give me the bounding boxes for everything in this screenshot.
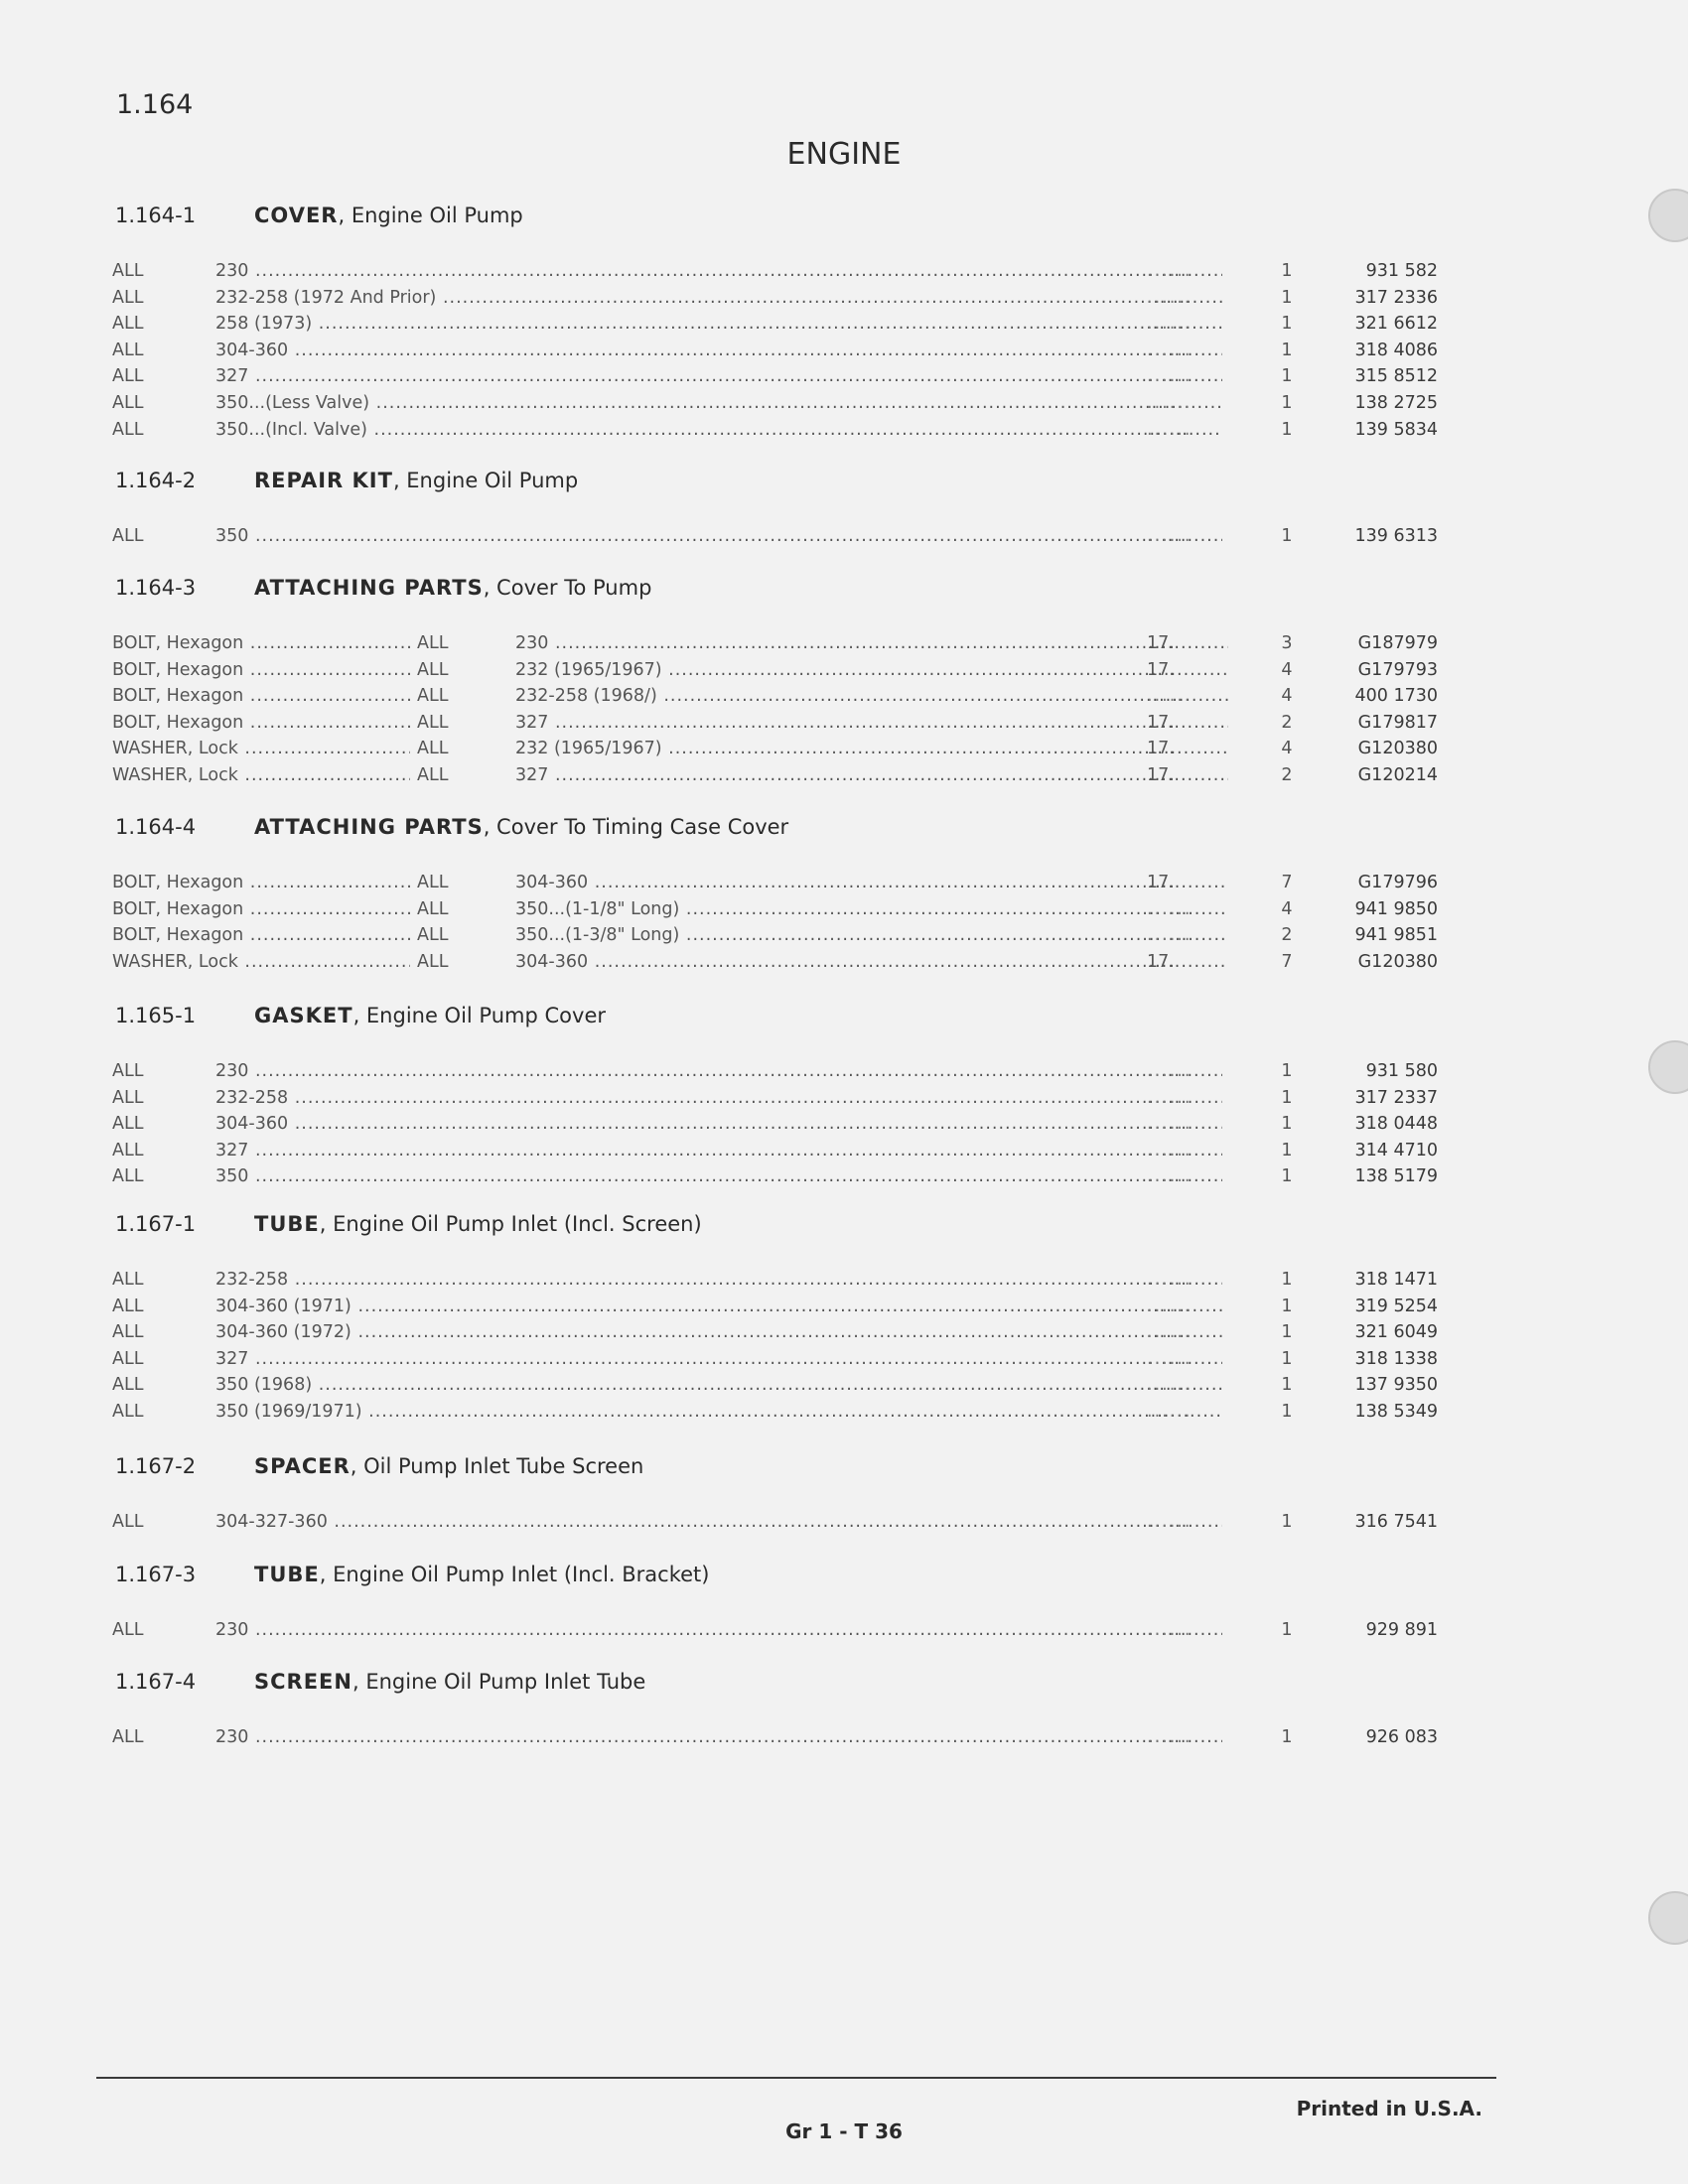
model-code: ALL [417, 898, 449, 919]
reference: 17. [1147, 873, 1175, 892]
part-row [112, 630, 1443, 656]
part-number: 138 5349 [1354, 1402, 1438, 1422]
engine-spec: 350...(Incl. Valve) ..... [215, 417, 1222, 443]
engine-spec: 350 (1968) ..... [215, 1372, 1222, 1398]
part-number: 931 582 [1365, 261, 1438, 281]
section-number: 1.167-1 [115, 1212, 197, 1236]
part-description: WASHER, Lock ..... [112, 762, 410, 788]
part-number: 139 5834 [1354, 419, 1438, 440]
part-number: 315 8512 [1354, 366, 1438, 387]
quantity: 2 [1281, 712, 1293, 733]
part-number: G179793 [1357, 659, 1438, 680]
part-row [112, 1085, 1443, 1111]
part-description: BOLT, Hexagon ..... [112, 870, 410, 895]
model-code: ALL [417, 659, 449, 680]
engine-spec: 304-327-360 ..... [215, 1509, 1222, 1535]
footer-divider [96, 2077, 1496, 2079]
engine-spec: 304-360 (1972) ..... [215, 1319, 1222, 1345]
quantity: 1 [1281, 393, 1293, 413]
part-row [112, 1294, 1443, 1319]
quantity: 3 [1281, 633, 1293, 653]
reference: 17. [1147, 739, 1175, 759]
part-description: BOLT, Hexagon ..... [112, 683, 410, 709]
part-number: 138 5179 [1354, 1166, 1438, 1187]
section-title-rest: , Engine Oil Pump [392, 469, 579, 492]
part-row [112, 1163, 1443, 1189]
reference: ...... [1147, 419, 1193, 440]
quantity: 1 [1281, 1402, 1293, 1422]
section-heading [115, 204, 523, 233]
quantity: 1 [1281, 261, 1293, 281]
model-code: ALL [112, 340, 144, 360]
part-row [112, 523, 1443, 549]
part-row [112, 1111, 1443, 1137]
model-code: ALL [417, 686, 449, 707]
quantity: 7 [1281, 951, 1293, 972]
part-number: G120380 [1357, 739, 1438, 759]
part-number: 321 6049 [1354, 1322, 1438, 1343]
section-title-bold: ATTACHING PARTS [254, 815, 484, 839]
section-number: 1.164-1 [115, 204, 197, 227]
part-number: 317 2336 [1354, 287, 1438, 308]
engine-spec: 232-258 ..... [215, 1267, 1222, 1293]
reference: 17. [1147, 633, 1175, 653]
reference: ...... [1147, 925, 1193, 946]
section-heading [115, 1212, 702, 1242]
part-row [112, 896, 1443, 922]
part-row [112, 1138, 1443, 1163]
engine-spec: 230 ..... [215, 1058, 1222, 1084]
part-row [112, 922, 1443, 948]
part-row [112, 1058, 1443, 1084]
part-description: WASHER, Lock ..... [112, 949, 410, 975]
part-row [112, 1617, 1443, 1643]
model-code: ALL [417, 925, 449, 946]
part-row [112, 762, 1443, 788]
part-number: 318 0448 [1354, 1114, 1438, 1135]
section-title-rest: , Engine Oil Pump Inlet (Incl. Bracket) [319, 1563, 710, 1586]
section-title-bold: SPACER [254, 1454, 351, 1478]
reference: ...... [1147, 1270, 1193, 1290]
model-code: ALL [112, 1727, 144, 1747]
section-number: 1.167-2 [115, 1454, 197, 1478]
engine-spec: 327 ..... [215, 1346, 1222, 1372]
section-number: 1.164-2 [115, 469, 197, 492]
engine-spec: 327 ..... [515, 710, 1228, 736]
engine-spec: 232-258 (1972 And Prior) ..... [215, 285, 1222, 311]
part-description: BOLT, Hexagon ..... [112, 896, 410, 922]
model-code: ALL [112, 1270, 144, 1290]
section-title-bold: ATTACHING PARTS [254, 576, 484, 600]
engine-spec: 230 ..... [515, 630, 1228, 656]
engine-spec: 258 (1973) ..... [215, 311, 1222, 337]
part-description: BOLT, Hexagon ..... [112, 710, 410, 736]
section-heading [115, 815, 788, 845]
engine-spec: 350 (1969/1971) ..... [215, 1399, 1222, 1425]
engine-spec: 304-360 ..... [515, 949, 1228, 975]
model-code: ALL [112, 366, 144, 387]
part-row [112, 657, 1443, 683]
section-title-bold: GASKET [254, 1004, 353, 1027]
reference: ...... [1147, 1114, 1193, 1135]
part-number: 319 5254 [1354, 1296, 1438, 1316]
reference: ...... [1147, 314, 1193, 335]
part-row [112, 1267, 1443, 1293]
engine-spec: 232 (1965/1967) ..... [515, 657, 1228, 683]
model-code: ALL [112, 419, 144, 440]
engine-spec: 304-360 (1971) ..... [215, 1294, 1222, 1319]
section-number: 1.164-3 [115, 576, 197, 600]
part-number: 318 1471 [1354, 1270, 1438, 1290]
quantity: 4 [1281, 898, 1293, 919]
part-number: 139 6313 [1354, 526, 1438, 546]
quantity: 4 [1281, 659, 1293, 680]
quantity: 1 [1281, 287, 1293, 308]
quantity: 1 [1281, 419, 1293, 440]
model-code: ALL [112, 393, 144, 413]
quantity: 1 [1281, 1270, 1293, 1290]
engine-spec: 230 ..... [215, 258, 1222, 284]
section-number: 1.165-1 [115, 1004, 197, 1027]
quantity: 1 [1281, 1512, 1293, 1532]
quantity: 1 [1281, 1348, 1293, 1369]
quantity: 1 [1281, 1296, 1293, 1316]
section-title-rest: , Engine Oil Pump Inlet Tube [352, 1670, 646, 1694]
quantity: 1 [1281, 1114, 1293, 1135]
reference: ...... [1147, 1375, 1193, 1396]
reference: ...... [1147, 1348, 1193, 1369]
part-row [112, 1724, 1443, 1750]
reference: ...... [1147, 1296, 1193, 1316]
quantity: 1 [1281, 1727, 1293, 1747]
section-title-rest: , Cover To Timing Case Cover [483, 815, 789, 839]
part-number: 137 9350 [1354, 1375, 1438, 1396]
model-code: ALL [112, 1114, 144, 1135]
model-code: ALL [112, 1620, 144, 1640]
binder-hole [1648, 1891, 1688, 1945]
section-heading [115, 1454, 643, 1484]
engine-spec: 232-258 (1968/) ..... [515, 683, 1228, 709]
reference: ...... [1147, 898, 1193, 919]
section-number: 1.167-4 [115, 1670, 197, 1694]
part-number: 926 083 [1365, 1727, 1438, 1747]
part-number: 138 2725 [1354, 393, 1438, 413]
model-code: ALL [112, 287, 144, 308]
reference: ...... [1147, 686, 1193, 707]
part-number: 314 4710 [1354, 1140, 1438, 1160]
part-number: G120214 [1357, 765, 1438, 785]
engine-spec: 230 ..... [215, 1724, 1222, 1750]
reference: 17. [1147, 765, 1175, 785]
model-code: ALL [112, 1166, 144, 1187]
part-row [112, 285, 1443, 311]
part-number: 941 9851 [1354, 925, 1438, 946]
quantity: 1 [1281, 1087, 1293, 1108]
quantity: 1 [1281, 1061, 1293, 1081]
section-title-rest: , Oil Pump Inlet Tube Screen [350, 1454, 644, 1478]
part-row [112, 311, 1443, 337]
model-code: ALL [112, 1348, 144, 1369]
quantity: 2 [1281, 925, 1293, 946]
part-row [112, 417, 1443, 443]
reference: 17. [1147, 712, 1175, 733]
page-number: 1.164 [116, 89, 194, 120]
reference: ...... [1147, 340, 1193, 360]
engine-spec: 327 ..... [515, 762, 1228, 788]
reference: ...... [1147, 1512, 1193, 1532]
part-number: G120380 [1357, 951, 1438, 972]
model-code: ALL [417, 633, 449, 653]
quantity: 1 [1281, 526, 1293, 546]
model-code: ALL [417, 873, 449, 892]
reference: ...... [1147, 261, 1193, 281]
model-code: ALL [417, 739, 449, 759]
chapter-title: ENGINE [786, 137, 902, 172]
quantity: 1 [1281, 1140, 1293, 1160]
part-row [112, 683, 1443, 709]
part-number: 929 891 [1365, 1620, 1438, 1640]
reference: ...... [1147, 1402, 1193, 1422]
part-number: 318 1338 [1354, 1348, 1438, 1369]
section-title-bold: SCREEN [254, 1670, 352, 1694]
engine-spec: 350...(1-1/8" Long) ..... [515, 896, 1228, 922]
part-row [112, 1346, 1443, 1372]
model-code: ALL [417, 712, 449, 733]
reference: ...... [1147, 1140, 1193, 1160]
section-heading [115, 1563, 709, 1592]
reference: ...... [1147, 1166, 1193, 1187]
reference: ...... [1147, 1087, 1193, 1108]
part-number: 321 6612 [1354, 314, 1438, 335]
quantity: 1 [1281, 1166, 1293, 1187]
section-title-bold: REPAIR KIT [254, 469, 393, 492]
quantity: 7 [1281, 873, 1293, 892]
part-row [112, 1372, 1443, 1398]
part-number: 317 2337 [1354, 1087, 1438, 1108]
part-number: G187979 [1357, 633, 1438, 653]
quantity: 1 [1281, 314, 1293, 335]
model-code: ALL [112, 1087, 144, 1108]
part-row [112, 736, 1443, 761]
engine-spec: 304-360 ..... [215, 338, 1222, 363]
part-row [112, 949, 1443, 975]
engine-spec: 350 ..... [215, 523, 1222, 549]
binder-hole [1648, 189, 1688, 242]
engine-spec: 350...(1-3/8" Long) ..... [515, 922, 1228, 948]
part-row [112, 1319, 1443, 1345]
quantity: 1 [1281, 366, 1293, 387]
reference: 17. [1147, 659, 1175, 680]
section-title-bold: TUBE [254, 1563, 320, 1586]
part-number: 941 9850 [1354, 898, 1438, 919]
engine-spec: 327 ..... [215, 363, 1222, 389]
section-heading [115, 576, 651, 606]
part-row [112, 338, 1443, 363]
model-code: ALL [112, 1322, 144, 1343]
part-row [112, 363, 1443, 389]
section-heading [115, 1004, 606, 1033]
reference: ...... [1147, 366, 1193, 387]
model-code: ALL [112, 1512, 144, 1532]
part-description: BOLT, Hexagon ..... [112, 657, 410, 683]
binder-hole [1648, 1040, 1688, 1094]
section-title-rest: , Cover To Pump [483, 576, 652, 600]
part-number: G179796 [1357, 873, 1438, 892]
engine-spec: 327 ..... [215, 1138, 1222, 1163]
engine-spec: 232 (1965/1967) ..... [515, 736, 1228, 761]
quantity: 1 [1281, 340, 1293, 360]
part-description: BOLT, Hexagon ..... [112, 922, 410, 948]
model-code: ALL [112, 1296, 144, 1316]
reference: ...... [1147, 1322, 1193, 1343]
section-title-bold: TUBE [254, 1212, 320, 1236]
model-code: ALL [112, 314, 144, 335]
quantity: 4 [1281, 739, 1293, 759]
part-number: 400 1730 [1354, 686, 1438, 707]
model-code: ALL [112, 526, 144, 546]
section-title-rest: , Engine Oil Pump Inlet (Incl. Screen) [319, 1212, 702, 1236]
reference: ...... [1147, 1061, 1193, 1081]
quantity: 2 [1281, 765, 1293, 785]
model-code: ALL [112, 1061, 144, 1081]
quantity: 1 [1281, 1620, 1293, 1640]
part-description: BOLT, Hexagon ..... [112, 630, 410, 656]
model-code: ALL [112, 1402, 144, 1422]
section-heading [115, 1670, 645, 1700]
footer-group-page: Gr 1 - T 36 [785, 2119, 903, 2143]
reference: ...... [1147, 1620, 1193, 1640]
engine-spec: 232-258 ..... [215, 1085, 1222, 1111]
part-number: 316 7541 [1354, 1512, 1438, 1532]
quantity: 1 [1281, 1322, 1293, 1343]
part-row [112, 258, 1443, 284]
model-code: ALL [417, 951, 449, 972]
engine-spec: 350 ..... [215, 1163, 1222, 1189]
section-number: 1.164-4 [115, 815, 197, 839]
part-description: WASHER, Lock ..... [112, 736, 410, 761]
section-title-bold: COVER [254, 204, 339, 227]
quantity: 1 [1281, 1375, 1293, 1396]
part-row [112, 1509, 1443, 1535]
engine-spec: 304-360 ..... [215, 1111, 1222, 1137]
part-row [112, 1399, 1443, 1425]
reference: ...... [1147, 526, 1193, 546]
part-number: G179817 [1357, 712, 1438, 733]
reference: ...... [1147, 1727, 1193, 1747]
section-title-rest: , Engine Oil Pump Cover [352, 1004, 606, 1027]
section-heading [115, 469, 578, 498]
model-code: ALL [112, 261, 144, 281]
part-row [112, 390, 1443, 416]
part-number: 318 4086 [1354, 340, 1438, 360]
part-number: 931 580 [1365, 1061, 1438, 1081]
model-code: ALL [417, 765, 449, 785]
engine-spec: 304-360 ..... [515, 870, 1228, 895]
part-row [112, 870, 1443, 895]
part-row [112, 710, 1443, 736]
model-code: ALL [112, 1140, 144, 1160]
reference: 17. [1147, 951, 1175, 972]
section-title-rest: , Engine Oil Pump [338, 204, 523, 227]
engine-spec: 350...(Less Valve) ..... [215, 390, 1222, 416]
quantity: 4 [1281, 686, 1293, 707]
section-number: 1.167-3 [115, 1563, 197, 1586]
model-code: ALL [112, 1375, 144, 1396]
reference: ...... [1147, 393, 1193, 413]
footer-printed: Printed in U.S.A. [1296, 2097, 1482, 2120]
reference: ...... [1147, 287, 1193, 308]
engine-spec: 230 ..... [215, 1617, 1222, 1643]
